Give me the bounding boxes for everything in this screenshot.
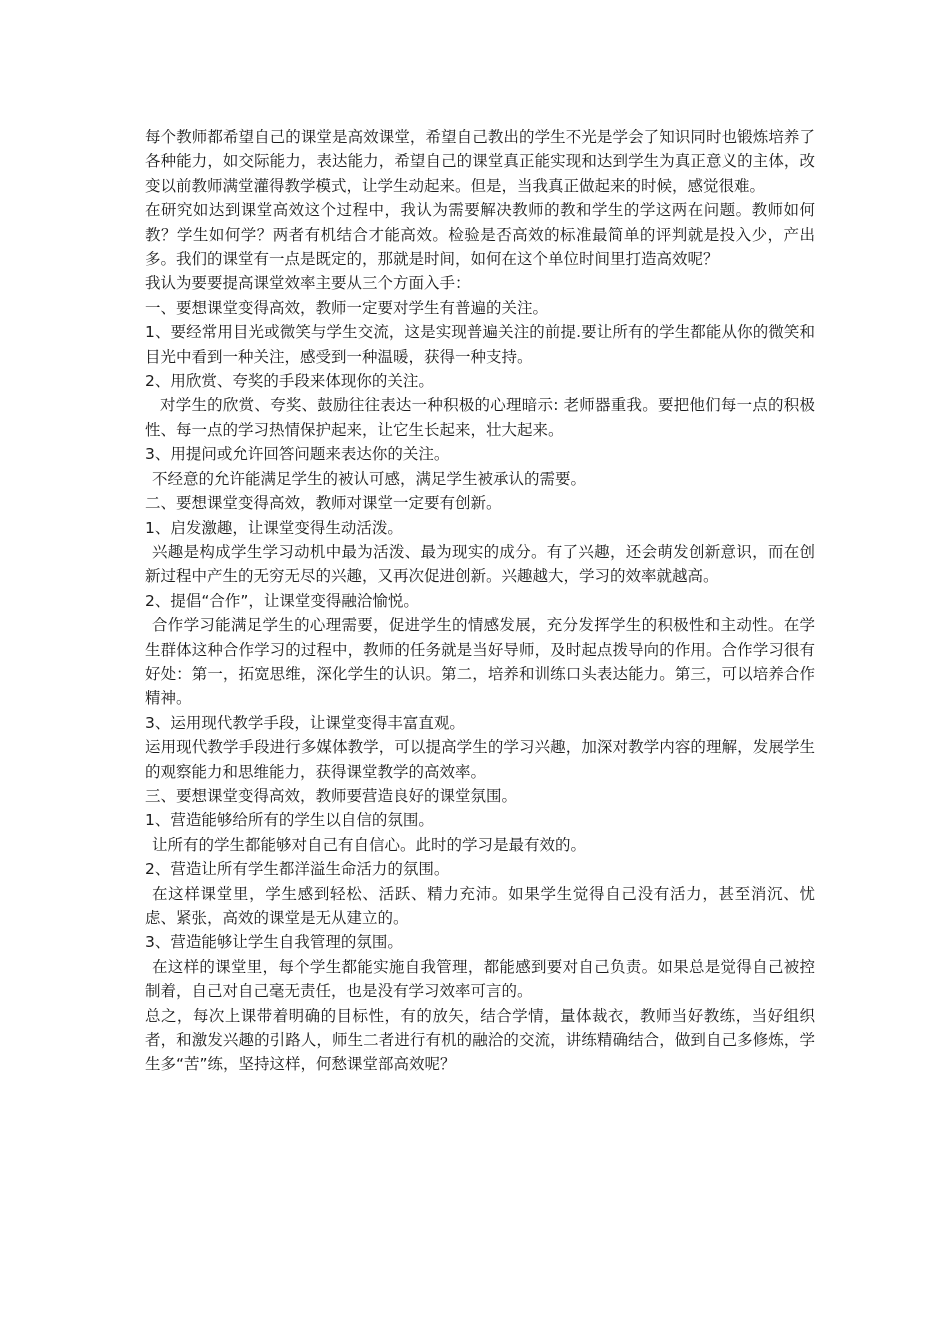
paragraph: 二、要想课堂变得高效，教师对课堂一定要有创新。 [145,494,502,513]
paragraph: 在这样的课堂里，每个学生都能实施自我管理，都能感到要对自己负责。如果总是觉得自己被控制着，自己对自己毫无责任，也是没有学习效率可言的。 [145,957,815,1001]
paragraph: 1、营造能够给所有的学生以自信的氛围。 [145,811,434,830]
paragraph: 不经意的允许能满足学生的被认可感，满足学生被承认的需要。 [152,469,587,488]
paragraph: 三、要想课堂变得高效，教师要营造良好的课堂氛围。 [145,786,518,805]
paragraph: 2、用欣赏、夸奖的手段来体现你的关注。 [145,372,434,391]
paragraph: 合作学习能满足学生的心理需要，促进学生的情感发展，充分发挥学生的积极性和主动性。在学生群体这种合作学习的过程中，教师的任务就是当好导师，及时起点拨导向的作用。合作学习很有好处：第一，拓宽思维，深化学生的认识。第二，培养和训练口头表达能力。第三，可以培养合作精神。 [145,616,815,708]
paragraph: 对学生的欣赏、夸奖、鼓励往往表达一种积极的心理暗示: 老师器重我。要把他们每一点的积极性、每一点的学习热情保护起来，让它生长起来，壮大起来。 [145,396,815,439]
document-body [145,125,815,1077]
paragraph: 让所有的学生都能够对自己有自信心。此时的学习是最有效的。 [152,835,587,854]
paragraph: 一、要想课堂变得高效，教师一定要对学生有普遍的关注。 [145,298,549,317]
paragraph: 2、营造让所有学生都洋溢生命活力的氛围。 [145,860,450,879]
paragraph: 总之，每次上课带着明确的目标性，有的放矢，结合学情，量体裁衣，教师当好教练，当好组织者，和激发兴趣的引路人，师生二者进行有机的融洽的交流，讲练精确结合，做到自己多修炼，学生多“苦”练，坚持这样，何愁课堂部高效呢？ [145,1006,815,1074]
paragraph: 在研究如达到课堂高效这个过程中，我认为需要解决教师的教和学生的学这两在问题。教师如何教？学生如何学？两者有机结合才能高效。检验是否高效的标准最简单的评判就是投入少，产出多。我们的课堂有一点是既定的，那就是时间，如何在这个单位时间里打造高效呢？ [145,201,815,269]
paragraph: 3、营造能够让学生自我管理的氛围。 [145,933,403,952]
paragraph: 3、运用现代教学手段，让课堂变得丰富直观。 [145,713,465,732]
paragraph: 1、启发激趣，让课堂变得生动活泼。 [145,518,403,537]
paragraph: 3、用提问或允许回答问题来表达你的关注。 [145,445,450,464]
paragraph: 每个教师都希望自己的课堂是高效课堂，希望自己教出的学生不光是学会了知识同时也锻炼培养了各种能力，如交际能力，表达能力，希望自己的课堂真正能实现和达到学生为真正意义的主体，改变以前教师满堂灌得教学模式，让学生动起来。但是，当我真正做起来的时候，感觉很难。 [145,128,815,195]
paragraph: 1、要经常用目光或微笑与学生交流，这是实现普遍关注的前提.要让所有的学生都能从你的微笑和目光中看到一种关注，感受到一种温暖，获得一种支持。 [145,323,815,366]
paragraph: 在这样课堂里，学生感到轻松、活跃、精力充沛。如果学生觉得自己没有活力，甚至消沉、忧虑、紧张，高效的课堂是无从建立的。 [145,884,815,927]
paragraph: 我认为要要提高课堂效率主要从三个方面入手： [145,274,471,293]
paragraph: 兴趣是构成学生学习动机中最为活泼、最为现实的成分。有了兴趣，还会萌发创新意识，而在创新过程中产生的无穷无尽的兴趣，又再次促进创新。兴趣越大，学习的效率就越高。 [145,542,815,586]
paragraph: 运用现代教学手段进行多媒体教学，可以提高学生的学习兴趣，加深对教学内容的理解，发展学生的观察能力和思维能力，获得课堂教学的高效率。 [145,738,815,781]
paragraph: 2、提倡“合作”，让课堂变得融洽愉悦。 [145,591,419,610]
